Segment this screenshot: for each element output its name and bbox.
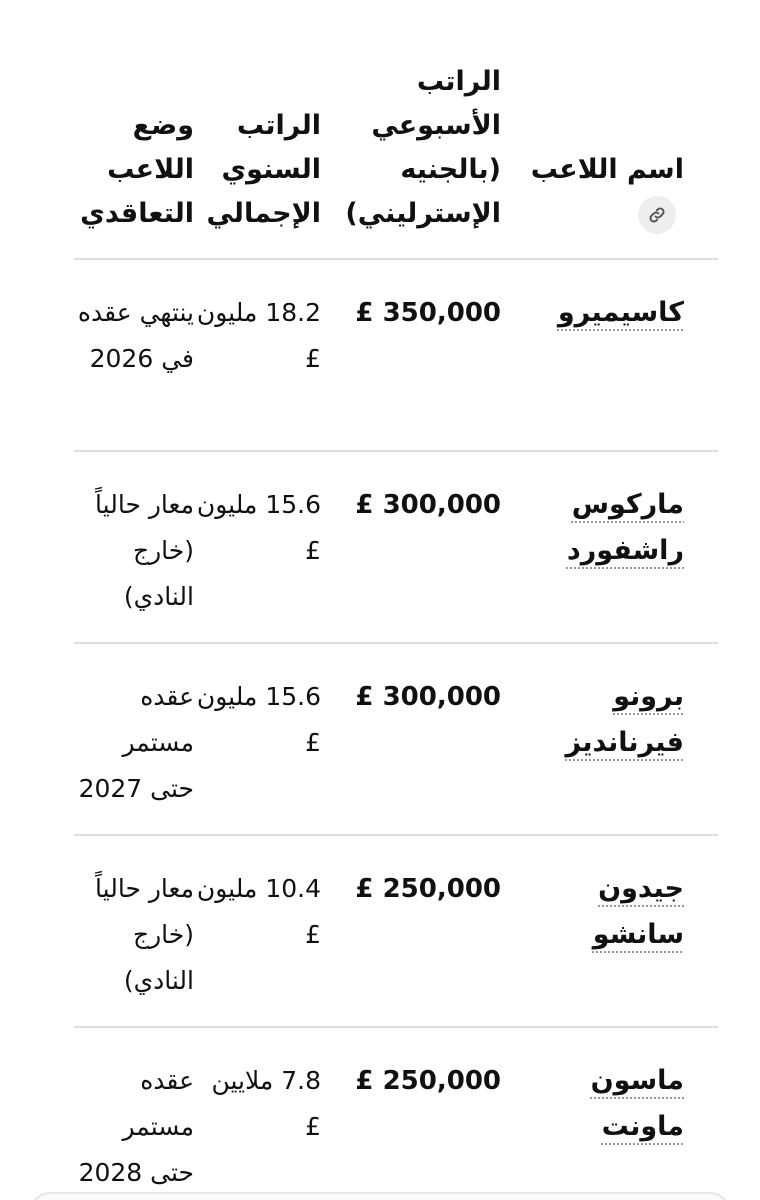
- table-row: [74, 259, 718, 451]
- player-link[interactable]: جيدون سانشو: [592, 873, 684, 950]
- annual-salary-cell: 7.8 ملايين £: [211, 1066, 321, 1141]
- annual-salary-cell: 18.2 مليون £: [196, 259, 323, 451]
- player-name-cell: [513, 835, 718, 1027]
- header-player-name-label: اسم اللاعب: [530, 154, 684, 185]
- header-player-name: [513, 0, 718, 259]
- annual-salary-cell: 15.6 مليون £: [196, 451, 323, 643]
- player-name-cell: [513, 259, 718, 451]
- table-row: [74, 451, 718, 643]
- link-icon[interactable]: [638, 196, 676, 234]
- weekly-salary-cell: 300,000 £: [323, 643, 513, 835]
- header-annual-salary: الراتب السنوي الإجمالي: [196, 0, 323, 259]
- weekly-salary-cell: 300,000 £: [323, 451, 513, 643]
- contract-status-cell: ينتهي عقده في 2026: [74, 259, 196, 451]
- table-header: [74, 0, 718, 259]
- table-body: [74, 259, 718, 1200]
- weekly-salary-cell: 350,000 £: [323, 259, 513, 451]
- contract-status-cell: عقده مستمر حتى 2028: [78, 1066, 194, 1187]
- header-weekly-salary: الراتب الأسبوعي (بالجنيه الإسترليني): [323, 0, 513, 259]
- bottom-bar: [30, 1192, 730, 1200]
- weekly-salary-cell: 250,000 £: [355, 1066, 501, 1096]
- annual-salary-cell: 10.4 مليون £: [196, 835, 323, 1027]
- player-link[interactable]: كاسيميرو: [557, 297, 684, 328]
- header-contract-status: وضع اللاعب التعاقدي: [74, 0, 196, 259]
- contract-status-cell: معار حالياً (خارج النادي): [74, 835, 196, 1027]
- table-row: [74, 1027, 718, 1200]
- contract-status-cell: معار حالياً (خارج النادي): [74, 451, 196, 643]
- weekly-salary-cell: 250,000 £: [323, 835, 513, 1027]
- salary-table: [74, 0, 718, 1200]
- player-link[interactable]: ماركوس راشفورد: [566, 489, 684, 566]
- player-link[interactable]: ماسون ماونت: [590, 1065, 684, 1142]
- contract-status-cell: عقده مستمر حتى 2027: [74, 643, 196, 835]
- table-row: [74, 643, 718, 835]
- player-name-cell: [513, 451, 718, 643]
- header-row: [74, 0, 718, 259]
- table-row: [74, 835, 718, 1027]
- annual-salary-cell: 15.6 مليون £: [196, 643, 323, 835]
- player-link[interactable]: برونو فيرنانديز: [565, 681, 684, 758]
- player-name-cell: [513, 1027, 718, 1200]
- salary-table-container: [74, 0, 718, 1200]
- player-name-cell: [513, 643, 718, 835]
